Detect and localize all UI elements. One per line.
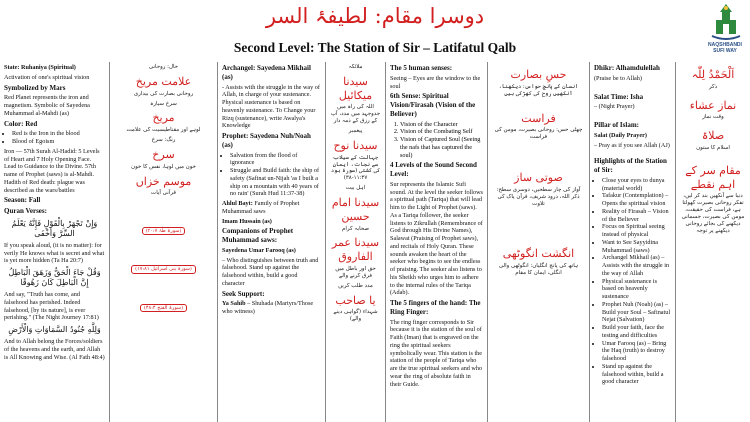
list-item: • Stand up against the falsehood within, build a good character [602, 363, 671, 386]
salat-desc: – (Night Prayer) [594, 103, 635, 111]
sixth-sense-label: 6th Sense: Spiritual Vision/Firasah (Vision of the Believer) [390, 92, 476, 118]
list-item: • Archangel Mikhail (as) – Assists with the struggle in the way of Allah [602, 254, 671, 277]
urdu-reference: (سورۃ طٰہٰ ۲۰:۷) [114, 227, 213, 235]
column-archangel [218, 62, 326, 422]
urdu-desc: حق اور باطل میں فرق کرنے والے [335, 265, 376, 279]
urdu-heading: فراست [521, 111, 556, 125]
verse-arabic: وَلِلَّهِ جُنُودُ السَّمَاوَاتِ وَالْأَرْضِ [8, 325, 101, 334]
ahlul-name: Imam Hussain (as) [222, 217, 272, 225]
urdu-heading: حسِ بصارت [510, 68, 567, 81]
urdu-desc: اللہ کی راہ میں جدوجہد میں مدد، آپ کے رزق کے ذمہ دار [330, 104, 381, 125]
urdu-heading: مریخ [152, 111, 175, 125]
column-senses [386, 62, 488, 422]
urdu-small: ملائکہ [348, 64, 363, 70]
urdu-heading: انگشت انگوٹھی [502, 247, 575, 261]
urdu-small: مدد طلب کریں [338, 282, 373, 289]
list-item: 2. Vision of the Combating Self [400, 128, 483, 136]
english-title: Second Level: The Station of Sir – Latifatul Qalb [233, 40, 517, 55]
color-label: Color: Red [4, 119, 38, 128]
dhikr-label: Dhikr: Alhamdulellah [594, 64, 660, 72]
prophet-list [230, 152, 321, 199]
urdu-desc: جہالت کے سیلاب سے نجات، ایمان کی کشتی (سورۃ ہود ۱۱:۳۷-۳۸) [330, 154, 381, 182]
verse-arabic: وَقُلْ جَاءَ الْحَقُّ وَزَهَقَ الْبَاطِلُ إِنَّ الْبَاطِلَ كَانَ زَهُوقًا [8, 268, 101, 287]
dhikr-desc: (Praise be to Allah) [594, 74, 642, 82]
prophet-label: Prophet: Sayedena Nuh/Noah (as) [222, 132, 311, 149]
verse-english: If you speak aloud, (it is no matter): for verily He knows what is secret and what is yet more hidden (Ta Ha 20:7) [4, 241, 105, 265]
urdu-heading: سرخ [152, 147, 175, 161]
urdu-desc: قرآنی آیات [151, 190, 176, 197]
support-label: Seek Support: [222, 289, 265, 298]
fingers-desc: The ring finger corresponds to Sir because it is the station of the soul of Faith (Iman) that is engraved on the ring the spiritual seekers symbolically wear. This station is the station of the people of Tariqa who are the true spiritual seekers and who wear the ring of absolute faith in their Guide. [390, 318, 483, 388]
list-item: • Red is the Iron in the blood [12, 130, 105, 138]
urdu-desc: شہداء (گواہی دینے والے) [333, 309, 378, 323]
list-item: • Tafakur (Contemplation) – Opens the spiritual vision [602, 192, 671, 208]
list-item: 3. Vision of Captured Soul (Seeing the nafs that has captured the soul) [400, 136, 483, 159]
list-item: • Blood of Egoism [12, 138, 105, 146]
highlights-label: Highlights of the Station of Sir: [594, 157, 667, 174]
column-dhikr [590, 62, 676, 422]
highlights-list [602, 177, 671, 386]
urdu-small: سرخ سیارہ [150, 100, 177, 107]
urdu-desc: آواز کی چار سطحیں، دوسری سطح: ذکر اللہ، درود شریف، قرآن پاک کی تلاوت [496, 186, 581, 207]
support-desc: – Shuhada (Martyrs/Those who witness) [222, 300, 314, 315]
iron-desc: Iron — 57th Surah Al-Hadid: 5 Levels of Heart and 7 Holy Opening Face. Lead to Guidance to the Divine. 57th name of Prophet (saws) is al-Mahdi. Hadith of Red death: plague was described as the wars/battles [4, 147, 100, 194]
content-columns [0, 62, 750, 422]
urdu-small: رنگ: سرخ [151, 137, 176, 143]
list-item: • Umar Farooq (as) – Bring the Haq (truth) to destroy falsehood [602, 340, 671, 363]
urdu-desc: انسان کے پانچ حواس: دیکھنا، آنکھیں روح کی کھڑکی ہیں [498, 83, 579, 97]
urdu-desc: ہاتھ کی پانچ انگلیاں: انگوٹھی والی انگلی، ایمان کا مقام [498, 263, 579, 276]
urdu-heading: اَلْحَمْدُ لِلّٰہ [691, 68, 735, 81]
urdu-heading: صلاۃ [701, 129, 725, 143]
list-item: • Reality of Firasah – Vision of the Believer [602, 208, 671, 224]
sixth-sense-list [400, 121, 483, 160]
support-name: Ya Sahib [222, 300, 246, 308]
list-item: • Struggle and Build faith: the ship of safety (Safinat un-Nijah 'as I built a ship on a mountain with 40 years of no rain' (Surah Hud 11:37-38) [230, 167, 321, 198]
urdu-desc: چھٹی حس: روحانی بصیرت، مومن کی فراست [494, 127, 583, 141]
senses-desc: Seeing – Eyes are the window to the soul [390, 74, 481, 90]
senses-label: The 5 human senses: [390, 64, 453, 72]
sound-label: 4 Levels of the Sound Second Level: [390, 161, 477, 178]
urdu-desc: روحانی بصارت کی بیداری [133, 90, 194, 97]
list-item: • Salvation from the flood of ignorance [230, 152, 321, 168]
companions-desc: – Who distinguishes between truth and falsehood. Stand up against the falsehood within, build a good character [222, 256, 319, 287]
list-item: 1. Vision of the Character [400, 121, 483, 129]
verse-english: And to Allah belong the Forces/soldiers of the heavens and the earth, and Allah is All Knowing and Wise. (Al Fath 48:4) [4, 338, 105, 361]
quran-label: Quran Verses: [4, 207, 47, 215]
list-item: • Build your faith, face the testing and difficulties [602, 324, 671, 340]
archangel-label: Archangel: Sayedena Mikhail (as) [222, 64, 311, 81]
urdu-small: حال: روحانی [148, 64, 179, 70]
archangel-desc: - Assists with the struggle in the way of Allah, in charge of your sustenance. Physical sustenance is based on heavenly sustenance. To Change your Rizq (sustenance), write Awalya's Knowledge [222, 83, 320, 130]
pillar-label: Pillar of Islam: [594, 121, 639, 129]
urdu-heading: سیدنا میکائیل [338, 74, 373, 102]
urdu-heading: سیدنا امام حسین [331, 196, 380, 223]
urdu-heading: مقام سر کے اہم نقطے [685, 163, 741, 191]
state-label: State: Ruhaniya (Spiritual) [4, 64, 76, 71]
urdu-desc: خون میں لوہا، نفس کا خون [131, 163, 196, 170]
urdu-heading: موسم خزاں [135, 174, 192, 188]
urdu-small: پیغمبر [348, 128, 363, 134]
urdu-desc: ذکر [708, 83, 718, 90]
urdu-heading: نماز عشاء [689, 98, 737, 112]
symbolized-desc: Red Planet represents the iron and magnetism. Symbolic of Sayedena Muhammad al-Mahdi (as) [4, 94, 90, 117]
verse-english: And say, "Truth has come, and falsehood has perished. Indeed falsehood, [by its nature], is ever perishing." (The Night Journey 17:81) [4, 291, 99, 322]
column-state-urdu [110, 62, 218, 422]
urdu-heading: سیدنا نوح [333, 138, 378, 152]
urdu-desc: وقت نماز [702, 114, 724, 121]
logo-text: NAQSHBANDI SUFI WAY [708, 42, 742, 54]
urdu-heading: سیدنا عمر الفاروق [331, 236, 380, 264]
urdu-title: دوسرا مقام: لطیفۂ السر [265, 4, 485, 28]
list-item: • Focus on Spiritual seeing instead of physical [602, 223, 671, 239]
column-state [0, 62, 110, 422]
urdu-desc: دنیا سے آنکھیں بند کر لیں، تفکر روحانی بصیرت کھولتا ہے، فراست کی حقیقت، مومن کی بصیرت، جسمانی دیکھنے کی بجائے روحانی دیکھنے پر توجہ [681, 193, 745, 234]
list-item: • Physical sustenance is based on heavenly sustenance [602, 278, 671, 301]
naqshbandi-logo-icon [708, 2, 744, 42]
urdu-heading: علامت مریخ [135, 74, 192, 88]
pillar-desc: – Pray as if you see Allah (AJ) [594, 141, 670, 149]
list-item: • Prophet Nuh (Noah) (as) – Build your Soul – Safinatul Nejat (Salvation) [602, 301, 671, 324]
urdu-desc: لوہے اور مقناطیسیت کی علامت [126, 127, 201, 134]
season-label: Season: Fall [4, 196, 41, 205]
salat-label: Salat Time: Isha [594, 92, 644, 101]
fingers-label: The 5 fingers of the hand: The Ring Finger: [390, 299, 481, 316]
urdu-small: اہل بیت [345, 185, 366, 192]
companions-name: Sayedena Umar Farooq (as) [222, 246, 296, 254]
header [0, 0, 750, 64]
urdu-desc: اسلام کا ستون [696, 145, 730, 151]
urdu-reference: (سورۃ الفتح ۴۸:۴) [114, 304, 213, 312]
ahlul-label: Ahlul Bayt: [222, 200, 253, 207]
companions-label: Companions of Prophet Muhammad saws: [222, 227, 294, 244]
state-desc: Activation of one's spiritual vision [4, 73, 90, 81]
column-dhikr-urdu [676, 62, 750, 422]
verse-arabic: وَإِنْ تَجْهَرْ بِالْقَوْلِ فَإِنَّهُ يَعْلَمُ السِّرَّ وَأَخْفَى [11, 218, 98, 238]
urdu-heading: یا صاحب [335, 293, 376, 307]
list-item: • Close your eyes to dunya (material world) [602, 177, 671, 193]
urdu-small: صحابہ کرام [342, 225, 369, 232]
column-archangel-urdu [326, 62, 386, 422]
symbolized-label: Symbolized by Mars [4, 83, 66, 92]
color-list [12, 130, 105, 146]
sound-desc: Sur represents the Islamic Sufi sound. At the level the seeker follows a spiritual path (Tariqa) that will lead him to the Light of Prophet (saws). As a Tariqa follower, the seeker listens to Zikrullah (Remembrance of God through His Divine Names), Salawat (Praising of Prophet saws), and recitals of Holy Quran. These sounds awaken the heart of the seeker who begins to see the endless of praising. The seeker also listens to his Sheikh who urges him to adhere to the internal rules of the Tariqa (Adab). [390, 180, 483, 297]
list-item: • Want to See Sayyidina Muhammad (saws) [602, 239, 671, 255]
ahlul-desc: Family of Prophet Muhammad saws [222, 200, 300, 215]
urdu-reference: (سورۃ بنی اسرائیل ۱۷:۸۱) [114, 265, 213, 273]
urdu-heading: صوتی ساز [514, 171, 563, 184]
column-senses-urdu [488, 62, 590, 422]
pillar-name: Salat (Daily Prayer) [594, 131, 647, 139]
